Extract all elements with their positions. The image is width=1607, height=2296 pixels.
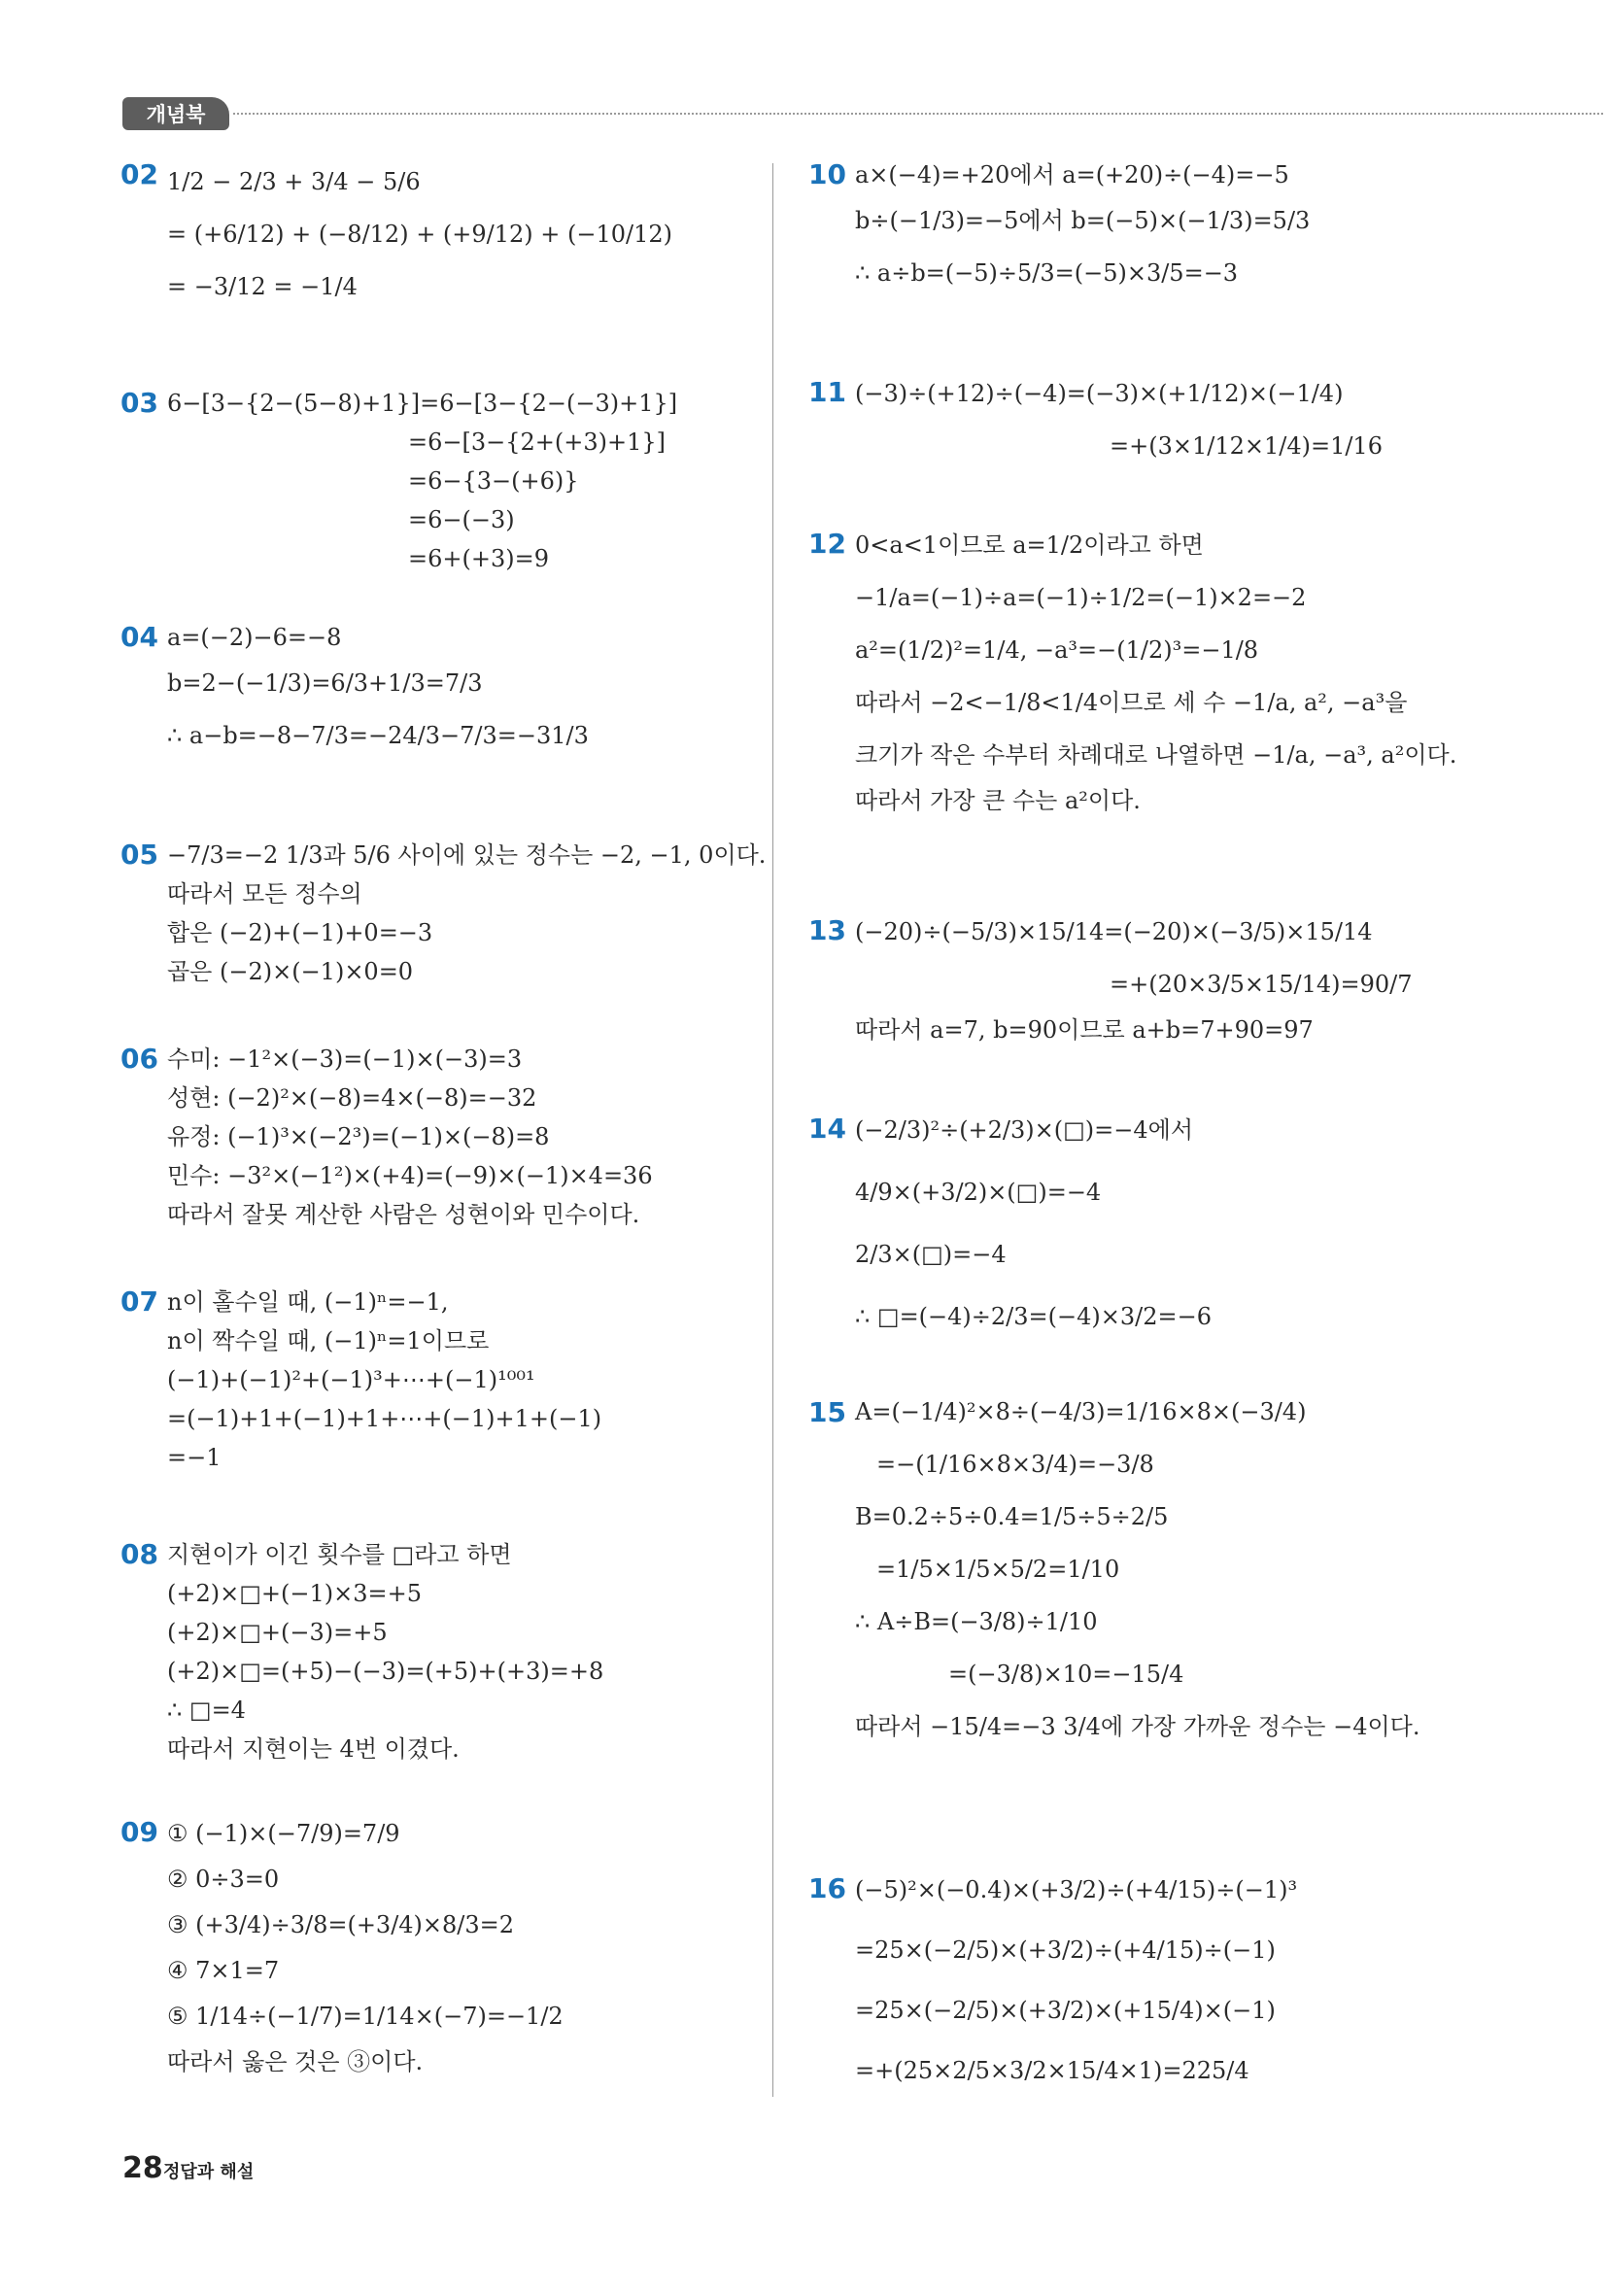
problem-number: 02 bbox=[120, 158, 158, 190]
solution-line: =1/5×1/5×5/2=1/10 bbox=[876, 1556, 1120, 1583]
solution-line: 0<a<1이므로 a=1/2이라고 하면 bbox=[855, 531, 1204, 559]
solution-line: 1/2 − 2/3 + 3/4 − 5/6 bbox=[167, 168, 421, 195]
problem-number: 04 bbox=[120, 621, 158, 653]
solution-line: (−1)+(−1)²+(−1)³+⋯+(−1)¹⁰⁰¹ bbox=[167, 1366, 535, 1393]
solution-line: b=2−(−1/3)=6/3+1/3=7/3 bbox=[167, 669, 483, 697]
solution-line: 따라서 옳은 것은 ③이다. bbox=[167, 2048, 424, 2075]
solution-line: a=(−2)−6=−8 bbox=[167, 624, 342, 651]
problem-number: 07 bbox=[120, 1285, 158, 1318]
solution-line: = −3/12 = −1/4 bbox=[167, 273, 358, 300]
solution-line: 6−[3−{2−(5−8)+1}]=6−[3−{2−(−3)+1}] bbox=[167, 390, 678, 417]
solution-line: n이 홀수일 때, (−1)ⁿ=−1, bbox=[167, 1288, 449, 1316]
solution-line: (+2)×□+(−3)=+5 bbox=[167, 1619, 388, 1646]
solution-line: 따라서 a=7, b=90이므로 a+b=7+90=97 bbox=[855, 1016, 1314, 1044]
solution-line: 크기가 작은 수부터 차례대로 나열하면 −1/a, −a³, a²이다. bbox=[855, 741, 1457, 769]
problem-number: 10 bbox=[808, 158, 846, 190]
solution-line: 따라서 잘못 계산한 사람은 성현이와 민수이다. bbox=[167, 1201, 640, 1228]
page-number: 28 bbox=[122, 2151, 163, 2185]
solution-line: 2/3×(□)=−4 bbox=[855, 1241, 1007, 1268]
solution-line: 민수: −3²×(−1²)×(+4)=(−9)×(−1)×4=36 bbox=[167, 1162, 653, 1189]
problem-number: 03 bbox=[120, 387, 158, 419]
solution-line: 수미: −1²×(−3)=(−1)×(−3)=3 bbox=[167, 1045, 523, 1073]
solution-line: (+2)×□=(+5)−(−3)=(+5)+(+3)=+8 bbox=[167, 1658, 604, 1685]
solution-line: = (+6/12) + (−8/12) + (+9/12) + (−10/12) bbox=[167, 221, 673, 248]
solution-line: =6−(−3) bbox=[408, 506, 515, 533]
solution-line: (−3)÷(+12)÷(−4)=(−3)×(+1/12)×(−1/4) bbox=[855, 380, 1344, 407]
problem-number: 13 bbox=[808, 914, 846, 946]
solution-line: 4/9×(+3/2)×(□)=−4 bbox=[855, 1179, 1102, 1206]
problem-number: 14 bbox=[808, 1113, 846, 1145]
solution-line: A=(−1/4)²×8÷(−4/3)=1/16×8×(−3/4) bbox=[855, 1398, 1307, 1425]
solution-line: n이 짝수일 때, (−1)ⁿ=1이므로 bbox=[167, 1327, 490, 1354]
problem-number: 11 bbox=[808, 376, 846, 408]
solution-line: a×(−4)=+20에서 a=(+20)÷(−4)=−5 bbox=[855, 161, 1289, 188]
solution-line: ① (−1)×(−7/9)=7/9 bbox=[167, 1820, 400, 1847]
solution-line: ⑤ 1/14÷(−1/7)=1/14×(−7)=−1/2 bbox=[167, 2003, 564, 2030]
solution-line: =25×(−2/5)×(+3/2)×(+15/4)×(−1) bbox=[855, 1997, 1276, 2024]
solution-line: =+(20×3/5×15/14)=90/7 bbox=[1110, 971, 1413, 998]
solution-line: =+(25×2/5×3/2×15/4×1)=225/4 bbox=[855, 2057, 1249, 2084]
footer-label: 정답과 해설 bbox=[163, 2162, 255, 2182]
solution-line: =6−{3−(+6)} bbox=[408, 467, 579, 495]
solution-line: −1/a=(−1)÷a=(−1)÷1/2=(−1)×2=−2 bbox=[855, 584, 1307, 611]
problem-number: 05 bbox=[120, 839, 158, 871]
solution-line: 합은 (−2)+(−1)+0=−3 bbox=[167, 919, 433, 946]
solution-line: ∴ □=4 bbox=[167, 1696, 246, 1724]
solution-line: 곱은 (−2)×(−1)×0=0 bbox=[167, 958, 414, 985]
solution-line: ∴ a−b=−8−7/3=−24/3−7/3=−31/3 bbox=[167, 722, 589, 749]
solution-line: ③ (+3/4)÷3/8=(+3/4)×8/3=2 bbox=[167, 1911, 515, 1938]
solution-line: ④ 7×1=7 bbox=[167, 1957, 280, 1984]
solution-line: 성현: (−2)²×(−8)=4×(−8)=−32 bbox=[167, 1084, 537, 1112]
problem-number: 15 bbox=[808, 1396, 846, 1428]
solution-line: 따라서 가장 큰 수는 a²이다. bbox=[855, 787, 1141, 814]
solution-line: =(−3/8)×10=−15/4 bbox=[948, 1661, 1184, 1688]
problem-number: 12 bbox=[808, 528, 846, 560]
solution-line: =6+(+3)=9 bbox=[408, 545, 549, 572]
solution-line: =−1 bbox=[167, 1444, 222, 1471]
solution-line: =−(1/16×8×3/4)=−3/8 bbox=[876, 1451, 1154, 1478]
solution-line: 따라서 −15/4=−3 3/4에 가장 가까운 정수는 −4이다. bbox=[855, 1713, 1420, 1740]
problem-number: 16 bbox=[808, 1872, 846, 1904]
problem-number: 06 bbox=[120, 1043, 158, 1075]
solution-line: −7/3=−2 1/3과 5/6 사이에 있는 정수는 −2, −1, 0이다. bbox=[167, 841, 767, 869]
solution-line: 지현이가 이긴 횟수를 □라고 하면 bbox=[167, 1541, 512, 1568]
solution-line: (−20)÷(−5/3)×15/14=(−20)×(−3/5)×15/14 bbox=[855, 918, 1373, 945]
solution-line: ∴ A÷B=(−3/8)÷1/10 bbox=[855, 1608, 1098, 1635]
solution-line: =(−1)+1+(−1)+1+⋯+(−1)+1+(−1) bbox=[167, 1405, 602, 1432]
solution-line: 따라서 모든 정수의 bbox=[167, 880, 362, 908]
solution-line: 따라서 지현이는 4번 이겼다. bbox=[167, 1735, 460, 1763]
solution-line: ② 0÷3=0 bbox=[167, 1866, 280, 1893]
solution-line: (−5)²×(−0.4)×(+3/2)÷(+4/15)÷(−1)³ bbox=[855, 1876, 1298, 1903]
column-divider bbox=[772, 163, 773, 2097]
solution-line: ∴ □=(−4)÷2/3=(−4)×3/2=−6 bbox=[855, 1303, 1212, 1330]
solution-line: 유정: (−1)³×(−2³)=(−1)×(−8)=8 bbox=[167, 1123, 550, 1150]
solution-line: 따라서 −2<−1/8<1/4이므로 세 수 −1/a, a², −a³을 bbox=[855, 689, 1408, 716]
solution-line: (−2/3)²÷(+2/3)×(□)=−4에서 bbox=[855, 1116, 1194, 1144]
solution-line: =+(3×1/12×1/4)=1/16 bbox=[1110, 432, 1383, 460]
header-divider bbox=[233, 113, 1603, 115]
problem-number: 09 bbox=[120, 1816, 158, 1848]
solution-line: =25×(−2/5)×(+3/2)÷(+4/15)÷(−1) bbox=[855, 1936, 1276, 1964]
problem-number: 08 bbox=[120, 1538, 158, 1570]
solution-line: a²=(1/2)²=1/4, −a³=−(1/2)³=−1/8 bbox=[855, 636, 1259, 664]
solution-line: B=0.2÷5÷0.4=1/5÷5÷2/5 bbox=[855, 1503, 1169, 1530]
solution-line: ∴ a÷b=(−5)÷5/3=(−5)×3/5=−3 bbox=[855, 259, 1239, 287]
solution-line: (+2)×□+(−1)×3=+5 bbox=[167, 1580, 422, 1607]
section-tab: 개념북 bbox=[122, 97, 229, 130]
solution-line: =6−[3−{2+(+3)+1}] bbox=[408, 428, 666, 456]
solution-line: b÷(−1/3)=−5에서 b=(−5)×(−1/3)=5/3 bbox=[855, 207, 1311, 234]
